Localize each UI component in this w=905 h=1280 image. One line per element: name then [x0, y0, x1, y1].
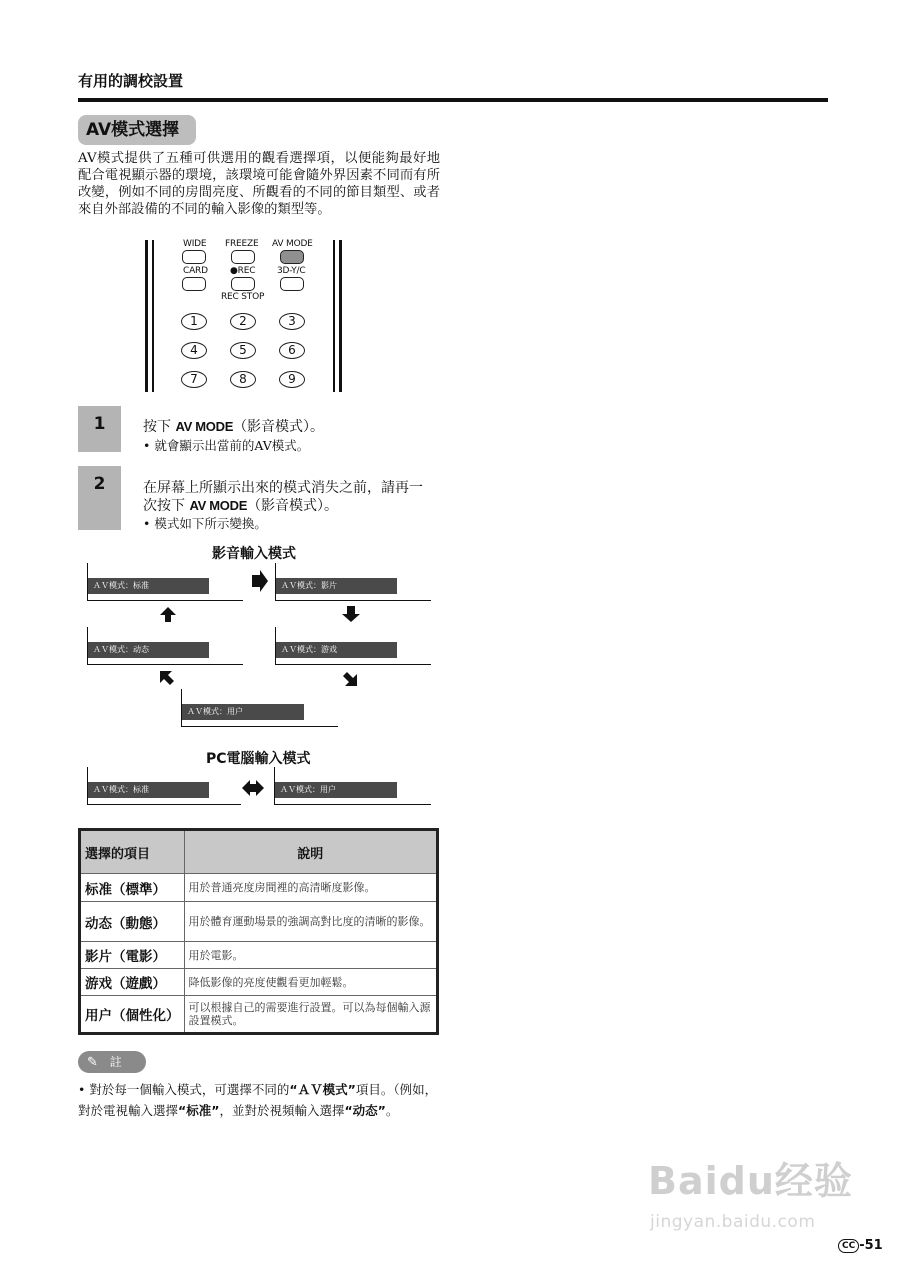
step-1-bullet: • 就會顯示出當前的AV模式。	[143, 438, 310, 453]
step-2-number: 2	[93, 474, 106, 494]
pc-mode-box-user-label: ＡＶ模式：用户	[275, 782, 397, 798]
pc-mode-box-standard-label: ＡＶ模式：标准	[88, 782, 209, 798]
table-header-item: 選擇的項目	[80, 830, 185, 874]
mode-box-movie-label: ＡＶ模式：影片	[276, 578, 397, 594]
note-text: • 對於每一個輸入模式，可選擇不同的“ＡＶ模式”項目。（例如，對於電視輸入選擇“标准”，並對於視頻輸入選擇“动态”。	[78, 1082, 438, 1118]
table-cell-desc: 降低影像的亮度使觀看更加輕鬆。	[184, 969, 438, 996]
number-key-1: 1	[181, 313, 207, 330]
rec-stop-label: REC STOP	[221, 292, 265, 302]
note-label: 註	[109, 1055, 122, 1069]
page-number-text: -51	[859, 1238, 883, 1253]
number-key-3: 3	[279, 313, 305, 330]
step-2-post: （影音模式）。	[247, 498, 339, 514]
watermark-url: jingyan.baidu.com	[650, 1212, 816, 1232]
step-2-bullet: • 模式如下所示變換。	[143, 516, 267, 531]
step-2-key: AV MODE	[189, 498, 248, 513]
number-key-5: 5	[230, 342, 256, 359]
number-key-7: 7	[181, 371, 207, 388]
step-1-post: （影音模式）。	[233, 419, 325, 435]
table-cell-item: 标准（標準）	[80, 874, 185, 902]
number-key-8: 8	[230, 371, 256, 388]
table-cell-item: 动态（動態）	[80, 902, 185, 942]
step-2-pre: 次按下	[143, 498, 185, 514]
note-t2: 項目。（例如，對於電視輸入選擇	[78, 1082, 438, 1118]
table-header-desc: 說明	[184, 830, 438, 874]
pc-mode-box-standard	[87, 767, 241, 805]
intro-paragraph: AV模式提供了五種可供選用的觀看選擇項，以便能夠最好地配合電視顯示器的環境，該環境可能會隨外界因素不同而有所改變，例如不同的房間亮度、所觀看的不同的節目類型、或者來自外部設備的不同的輸入影像的類型等。	[78, 151, 440, 217]
mode-box-user-label: ＡＶ模式：用户	[182, 704, 304, 720]
freeze-label: FREEZE	[225, 239, 259, 249]
arrow-up-icon	[160, 607, 176, 622]
step-1-pre: 按下	[143, 419, 171, 435]
note-q2: “标准”	[178, 1103, 220, 1118]
arrow-right-icon	[252, 570, 268, 592]
step-2-line1: 在屏幕上所顯示出來的模式消失之前，請再一	[143, 480, 423, 496]
table-row	[80, 874, 438, 902]
step-2-bullet-text: 模式如下所示變換。	[154, 516, 267, 531]
table-cell-item: 游戏（遊戲）	[80, 969, 185, 996]
table-row	[80, 942, 438, 969]
table-row	[80, 969, 438, 996]
av-mode-label: AV MODE	[272, 239, 313, 249]
step-1-number: 1	[93, 414, 106, 434]
table-cell-desc: 用於電影。	[184, 942, 438, 969]
pc-diagram-title: PC電腦輸入模式	[206, 751, 311, 767]
number-key-6: 6	[279, 342, 305, 359]
table-row	[80, 996, 438, 1034]
mode-box-standard-label: ＡＶ模式：标准	[88, 578, 209, 594]
card-label: CARD	[183, 266, 208, 276]
arrow-down-right-icon	[343, 672, 357, 686]
note-q1: “ＡＶ模式”	[289, 1082, 356, 1097]
note-t3: ，並對於視頻輸入選擇	[219, 1103, 345, 1118]
3d-yc-label: 3D-Y/C	[277, 266, 306, 276]
arrow-down-icon	[342, 606, 360, 622]
pc-mode-box-user	[274, 767, 431, 805]
number-key-9: 9	[279, 371, 305, 388]
arrow-up-left-icon	[160, 671, 174, 685]
double-arrow-icon	[242, 780, 264, 796]
mode-table	[78, 828, 439, 1035]
table-cell-desc: 用於普通亮度房間裡的高清晰度影像。	[184, 874, 438, 902]
step-1-bullet-text: 就會顯示出當前的AV模式。	[154, 438, 310, 453]
note-badge	[78, 1051, 146, 1073]
wide-label: WIDE	[183, 239, 207, 249]
table-row	[80, 902, 438, 942]
number-key-2: 2	[230, 313, 256, 330]
region-badge: CC	[838, 1239, 859, 1253]
table-cell-desc: 用於體育運動場景的強調高對比度的清晰的影像。	[184, 902, 438, 942]
table-cell-item: 用户（個性化）	[80, 996, 185, 1034]
paperclip-icon: ✎	[87, 1055, 98, 1070]
section-label: 有用的調校設置	[78, 72, 184, 90]
mode-box-dynamic-label: ＡＶ模式：动态	[88, 642, 209, 658]
note-q3: “动态”	[344, 1103, 386, 1118]
note-t4: 。	[385, 1103, 399, 1118]
mode-box-game-label: ＡＶ模式：游戏	[276, 642, 397, 658]
watermark-logo: Baidu经验	[648, 1159, 853, 1203]
rec-label: ●REC	[230, 266, 256, 276]
table-header-row	[80, 830, 438, 874]
page-number	[838, 1238, 883, 1253]
number-key-4: 4	[181, 342, 207, 359]
av-diagram-title: 影音輸入模式	[212, 546, 296, 562]
table-cell-desc: 可以根據自己的需要進行設置。可以為每個輸入源設置模式。	[184, 996, 438, 1034]
step-1-key: AV MODE	[175, 419, 234, 434]
page-title: AV模式選擇	[78, 115, 196, 145]
table-cell-item: 影片（電影）	[80, 942, 185, 969]
note-t1: 對於每一個輸入模式，可選擇不同的	[89, 1082, 290, 1097]
